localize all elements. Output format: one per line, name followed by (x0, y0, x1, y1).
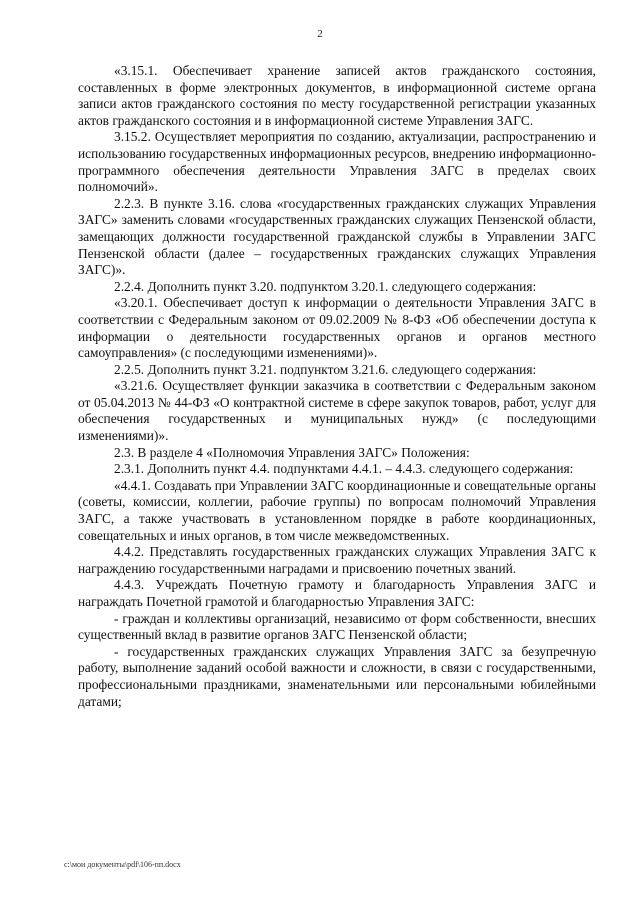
footer-file-path: c:\мои документы\pdf\106-пп.docx (64, 860, 181, 869)
paragraph-4-4-3: 4.4.3. Учреждать Почетную грамоту и благодарность Управления ЗАГС и награждать Почетной грамотой и благодарностью Управления ЗАГС: (78, 577, 596, 609)
paragraph-3-15-2: 3.15.2. Осуществляет мероприятия по созданию, актуализации, распространению и использованию государственных информационных ресурсов, внедрению информационно-программного обеспечения деятельности Управления ЗАГС в пределах своих полномочий». (78, 129, 597, 195)
paragraph-4-4-1: «4.4.1. Создавать при Управлении ЗАГС координационные и совещательные органы (советы, комиссии, коллегии, рабочие группы) по вопросам полномочий Управления ЗАГС, а также участвовать в установленном порядке в работе координационных, совещательных и иных органов, в том числе межведомственных. (78, 477, 596, 543)
paragraph-3-20-1: «3.20.1. Обеспечивает доступ к информации о деятельности Управления ЗАГС в соответствии с Федеральным законом от 09.02.2009 № 8-ФЗ «Об обеспечении доступа к информации о деятельности государственных органов и органов местного самоуправления» (с последующими изменениями)». (78, 295, 596, 361)
paragraph-2-2-3: 2.2.3. В пункте 3.16. слова «государственных гражданских служащих Управления ЗАГС» заменить словами «государственных гражданских служащих Пензенской области, замещающих должности государственной гражданской службы в Управлении ЗАГС Пензенской области (далее – государственных гражданских служащих Управления ЗАГС)». (78, 195, 596, 278)
list-item-citizens: - граждан и коллективы организаций, независимо от форм собственности, внесших существенный вклад в развитие органов ЗАГС Пензенской области; (78, 610, 596, 643)
page-number: 2 (317, 28, 323, 40)
paragraph-3-15-1: «3.15.1. Обеспечивает хранение записей актов гражданского состояния, составленных в форме электронных документов, в информационной системе органа записи актов гражданского состояния по месту государственной регистрации указанных актов гражданского состояния и в информационной системе Управления ЗАГС. (78, 63, 596, 128)
paragraph-2-2-5: 2.2.5. Дополнить пункт 3.21. подпунктом 3.21.6. следующего содержания: (114, 361, 537, 377)
document-body (78, 63, 596, 710)
paragraph-3-21-6: «3.21.6. Осуществляет функции заказчика в соответствии с Федеральным законом от 05.04.2013 № 44-ФЗ «О контрактной системе в сфере закупок товаров, работ, услуг для обеспечения государственных и муниципальных нужд» (с последующими изменениями)». (78, 378, 596, 444)
paragraph-2-3-1: 2.3.1. Дополнить пункт 4.4. подпунктами 4.4.1. – 4.4.3. следующего содержания: (114, 461, 574, 477)
paragraph-4-4-2: 4.4.2. Представлять государственных гражданских служащих Управления ЗАГС к награждению государственными наградами и присвоению почетных званий. (78, 544, 596, 576)
paragraph-2-2-4: 2.2.4. Дополнить пункт 3.20. подпунктом 3.20.1. следующего содержания: (114, 278, 537, 294)
list-item-civil-servants: - государственных гражданских служащих Управления ЗАГС за безупречную работу, выполнение заданий особой важности и сложности, в связи с государственными, профессиональными праздниками, знаменательными или персональными юбилейными датами; (78, 643, 596, 709)
paragraph-2-3: 2.3. В разделе 4 «Полномочия Управления ЗАГС» Положения: (114, 444, 470, 460)
